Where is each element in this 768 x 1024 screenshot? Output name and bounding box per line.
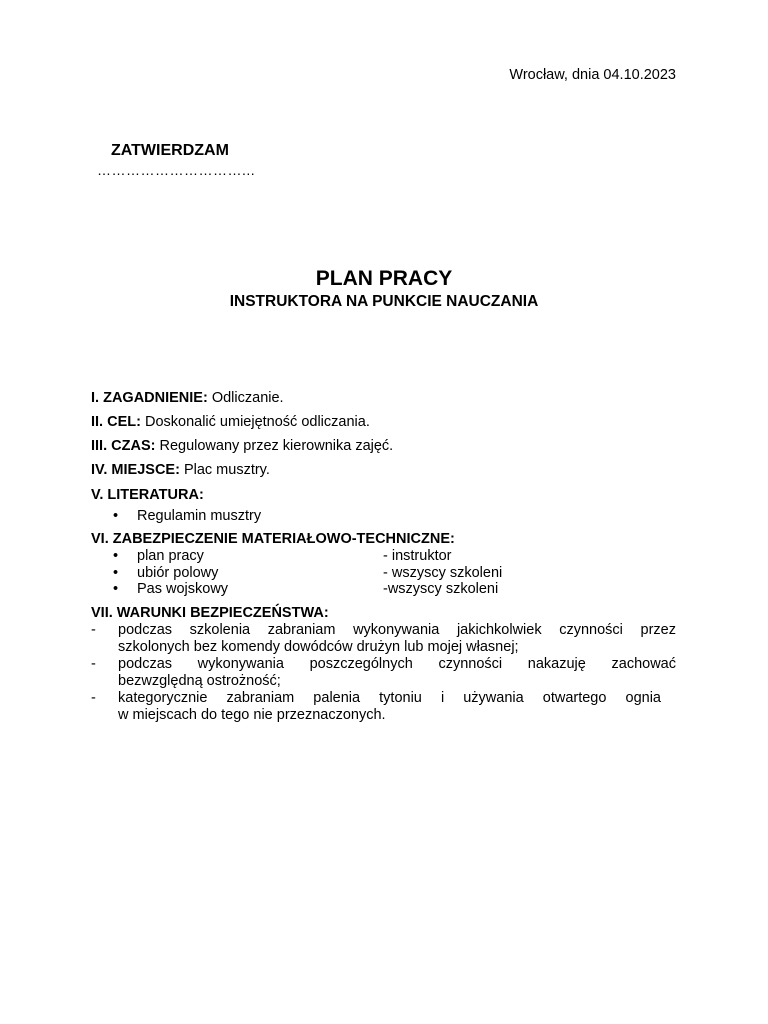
dash-marker: - [91, 690, 96, 706]
safety-item-line: w miejscach do tego nie przeznaczonych. [118, 707, 386, 723]
safety-item-line: podczas szkolenia zabraniam wykonywania jakichkolwiek czynności przez [118, 622, 676, 638]
section-time-label: III. CZAS: [91, 438, 156, 454]
section-goal-label: II. CEL: [91, 414, 141, 430]
section-time [91, 438, 393, 455]
section-time-value: Regulowany przez kierownika zajęć. [155, 438, 394, 454]
bullet-icon: • [113, 565, 119, 581]
safety-item-line: bezwzględną ostrożność; [118, 673, 281, 689]
list-item [113, 565, 218, 582]
literature-item: Regulamin musztry [137, 508, 262, 524]
page-subtitle: INSTRUKTORA NA PUNKCIE NAUCZANIA [229, 293, 539, 310]
list-item [91, 690, 661, 724]
equipment-assignee: - wszyscy szkoleni [383, 565, 503, 581]
section-literature [91, 487, 204, 504]
section-place-value: Plac musztry. [179, 462, 270, 478]
safety-item-line: podczas wykonywania poszczególnych czynności nakazuję zachować [118, 656, 676, 672]
section-safety-label: VII. WARUNKI BEZPIECZEŃSTWA: [91, 605, 329, 621]
bullet-icon: • [113, 581, 119, 597]
signature-line: …………………………... [97, 162, 256, 178]
section-equipment [91, 531, 455, 548]
safety-item-line: szkolonych bez komendy dowódców drużyn lub mojej własnej; [118, 639, 519, 655]
approval-heading: ZATWIERDZAM [111, 142, 229, 159]
section-topic [91, 390, 284, 407]
section-equipment-label: VI. ZABEZPIECZENIE MATERIAŁOWO-TECHNICZNE: [91, 531, 455, 547]
list-item [113, 581, 228, 598]
equipment-item: Pas wojskowy [137, 581, 229, 597]
safety-item-line: kategorycznie zabraniam palenia tytoniu i używania otwartego ognia [118, 690, 661, 706]
list-item [113, 548, 204, 565]
section-goal [91, 414, 370, 431]
section-place-label: IV. MIEJSCE: [91, 462, 180, 478]
dash-marker: - [91, 622, 96, 638]
place-date: Wrocław, dnia 04.10.2023 [509, 67, 676, 83]
page-title: PLAN PRACY [315, 267, 453, 290]
equipment-item: plan pracy [137, 548, 204, 564]
list-item [91, 656, 676, 690]
list-item [113, 508, 261, 525]
section-topic-value: Odliczanie. [207, 390, 284, 406]
equipment-item: ubiór polowy [137, 565, 219, 581]
equipment-assignee: -wszyscy szkoleni [383, 581, 499, 597]
bullet-icon: • [113, 548, 119, 564]
section-goal-value: Doskonalić umiejętność odliczania. [140, 414, 370, 430]
section-safety [91, 605, 329, 622]
equipment-assignee: - instruktor [383, 548, 452, 564]
bullet-icon: • [113, 508, 119, 524]
list-item [91, 622, 676, 656]
section-place [91, 462, 270, 479]
section-literature-label: V. LITERATURA: [91, 487, 204, 503]
dash-marker: - [91, 656, 96, 672]
section-topic-label: I. ZAGADNIENIE: [91, 390, 208, 406]
